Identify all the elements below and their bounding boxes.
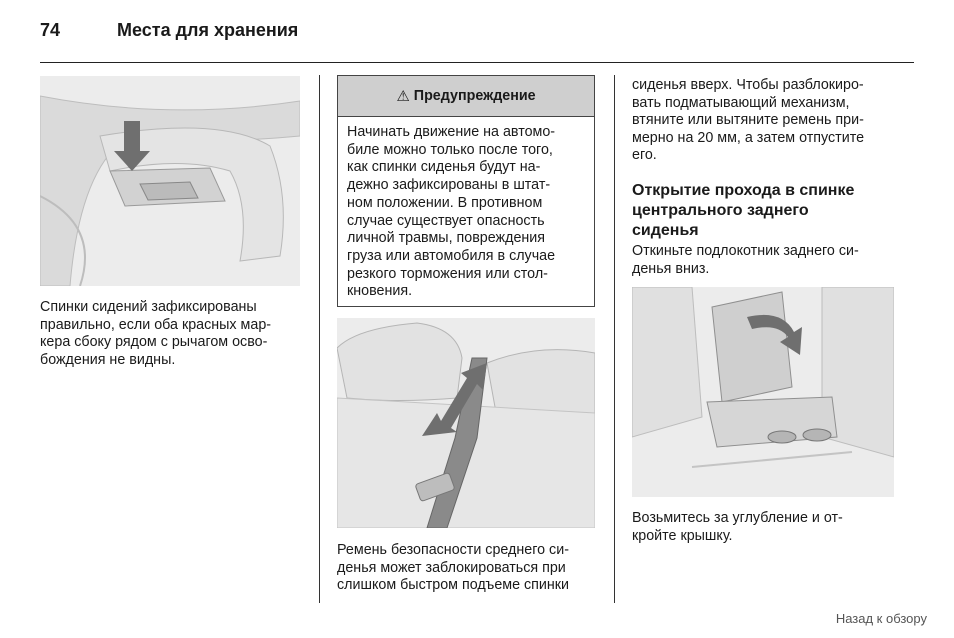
seatbelt-caption: Ремень безопасности среднего си- денья может заблокироваться при слишком быстром подъеме спинки — [337, 542, 570, 594]
armrest-instruction: Откиньте подлокотник заднего си- денья вниз. — [632, 243, 859, 277]
warning-triangle-icon: ⚠ — [396, 88, 410, 105]
latch-caption: Спинки сидений зафиксированы правильно, если оба красных мар- кера сбоку рядом с рычагом осво- бождения не видны. — [40, 299, 272, 368]
warning-title: Предупреждение — [413, 88, 536, 104]
armrest-illustration — [632, 287, 894, 497]
section-heading: Открытие прохода в спинке центрального заднего сиденья — [632, 182, 855, 239]
warning-box — [337, 75, 595, 307]
page-number: 74 — [40, 20, 61, 40]
seatback-latch-illustration — [40, 76, 300, 286]
page-title: Места для хранения — [117, 20, 299, 40]
column-divider-1 — [319, 75, 320, 603]
header-divider — [40, 62, 914, 63]
warning-header — [338, 76, 594, 117]
armrest-caption: Возьмитесь за углубление и от- кройте крышку. — [632, 510, 843, 544]
unlock-instruction-text: сиденья вверх. Чтобы разблокиро- вать подматывающий механизм, втяните или вытяните ремень при- мерно на 20 мм, а затем отпустите его. — [632, 77, 865, 164]
seatbelt-illustration — [337, 318, 595, 528]
back-to-overview-link[interactable]: Назад к обзору — [835, 611, 927, 626]
warning-text: Начинать движение на автомо- биле можно только после того, как спинки сиденья будут на- дежно зафиксированы в штат- ном положении. В противном случае существует опасность личной травмы, повреждения груза или автомобиля в случае резкого торможения или стол- кновения. — [347, 124, 556, 300]
column-divider-2 — [614, 75, 615, 603]
